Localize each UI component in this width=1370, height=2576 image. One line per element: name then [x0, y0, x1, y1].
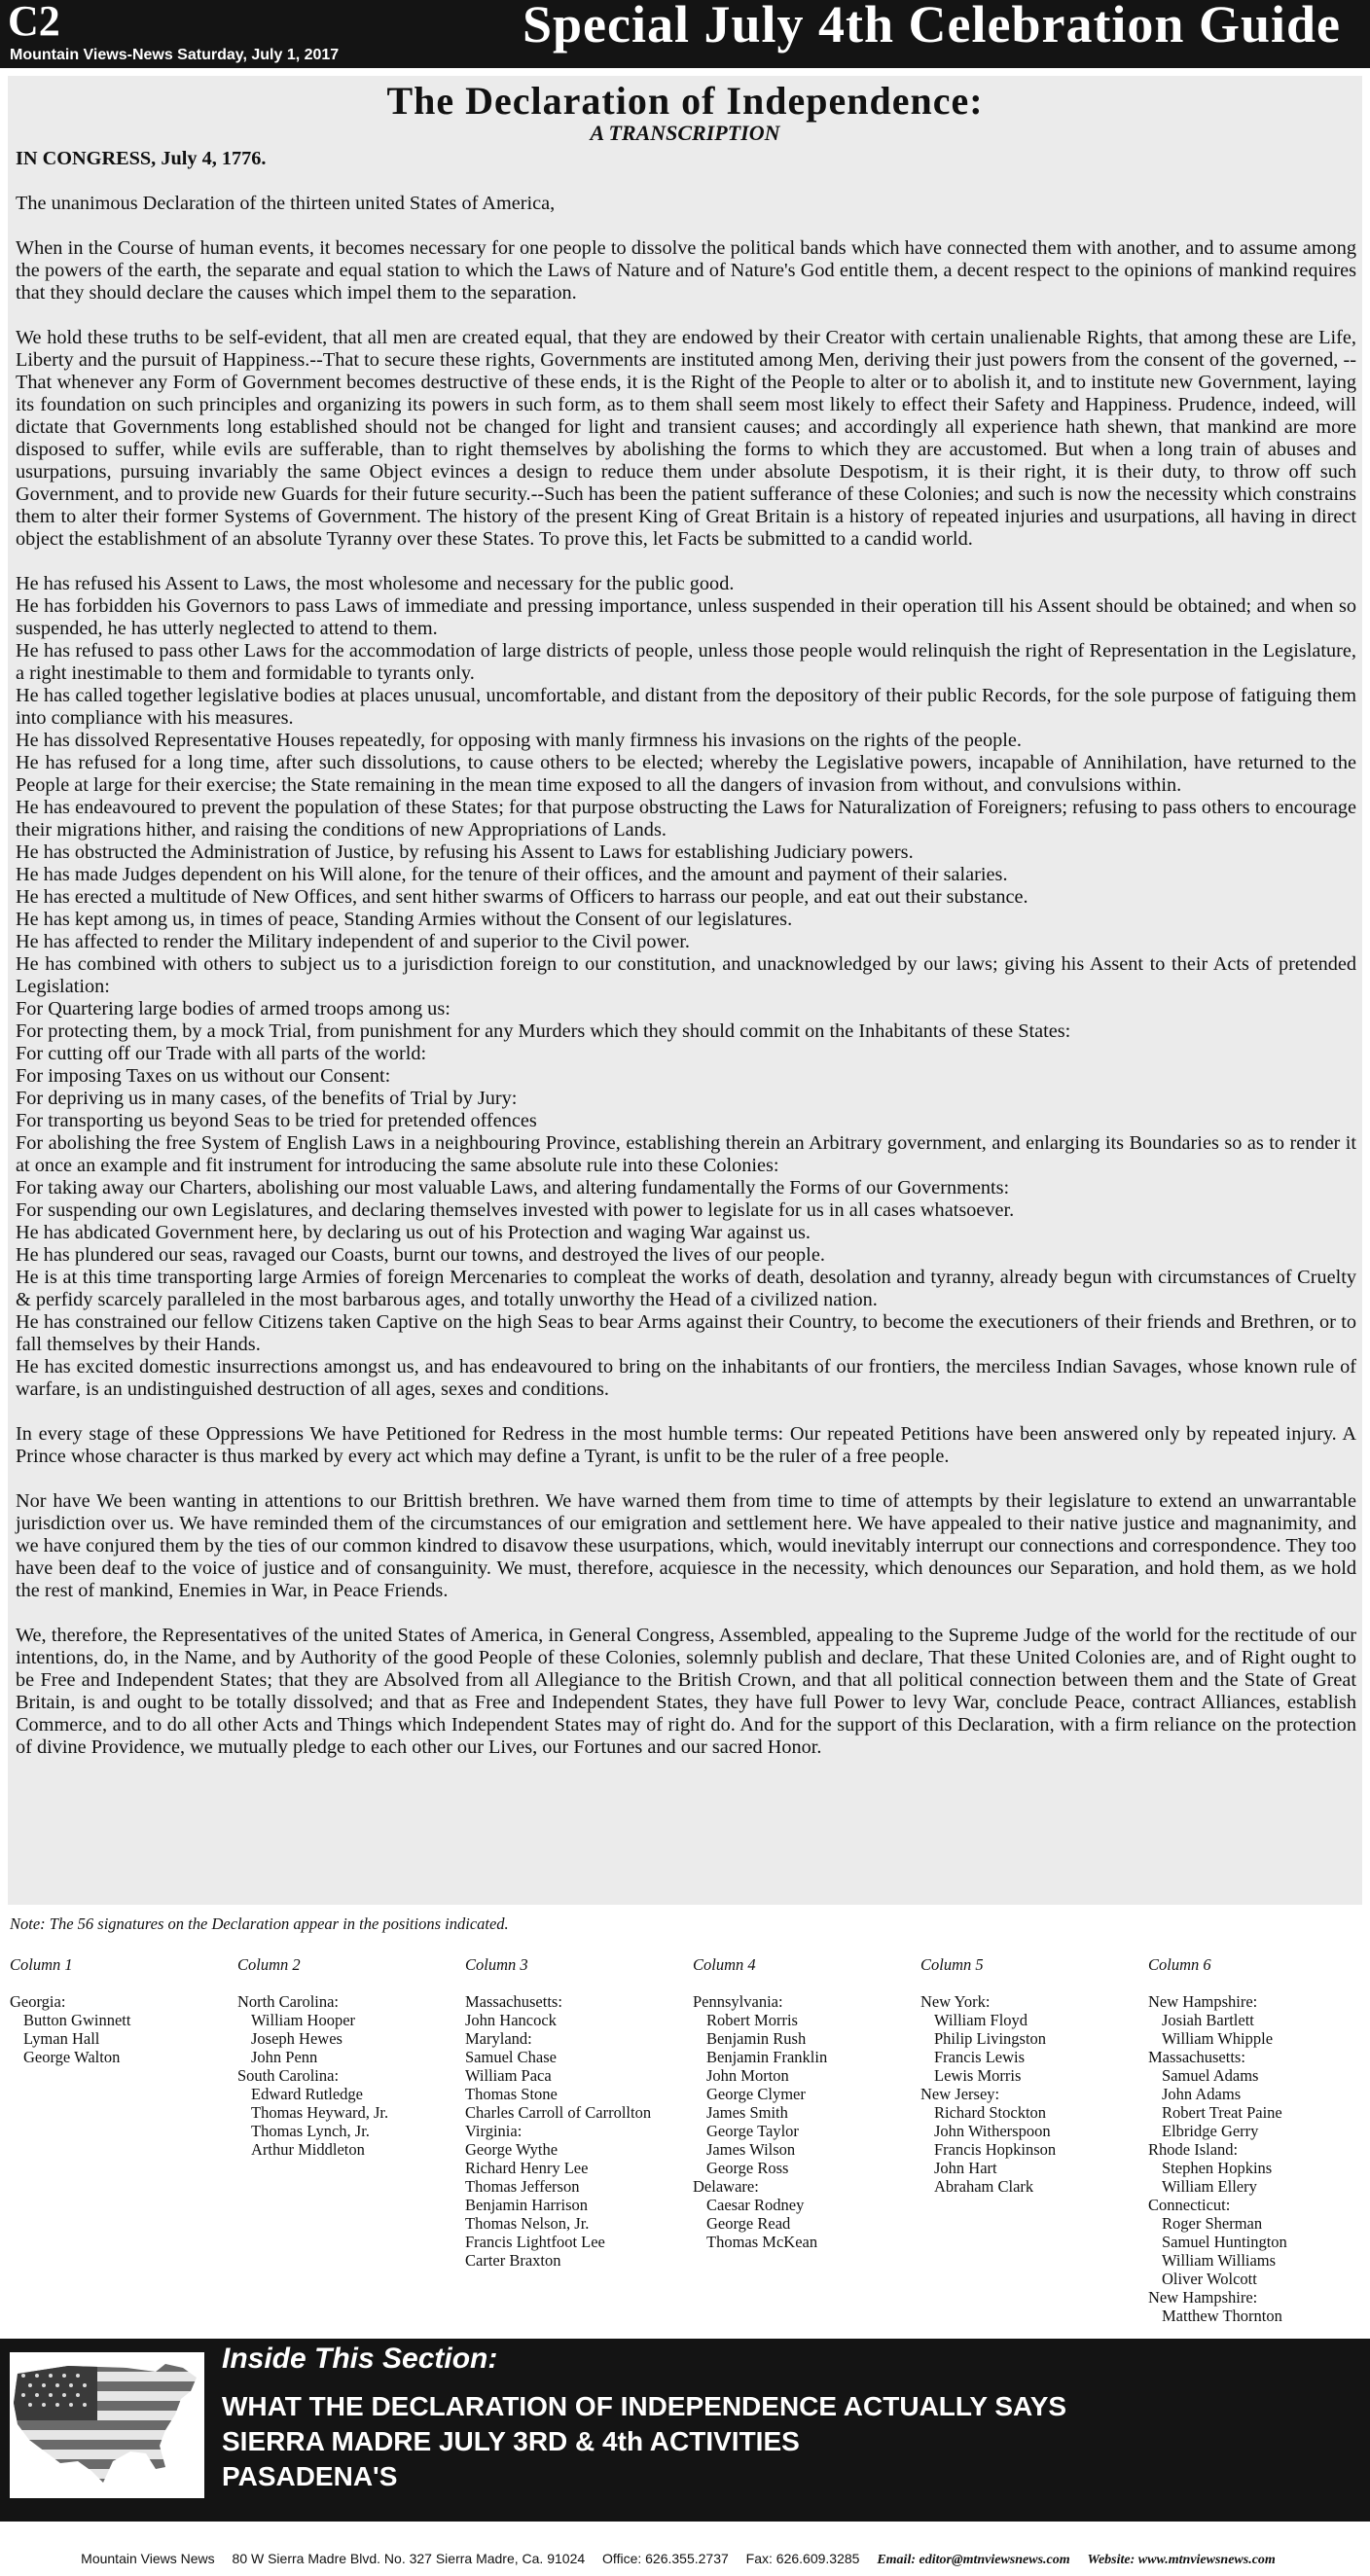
signer-state: Thomas Stone	[465, 2085, 558, 2103]
signer-name: Button Gwinnett	[23, 2011, 131, 2029]
signer-name: Edward Rutledge	[251, 2085, 364, 2103]
signer-name: Caesar Rodney	[706, 2196, 805, 2214]
signer-name: Arthur Middleton	[251, 2140, 365, 2159]
signer-name: Samuel Huntington	[1162, 2233, 1287, 2251]
inside-list	[222, 2389, 1066, 2494]
signer-name: George Clymer	[706, 2085, 806, 2103]
signer-name: Samuel Adams	[1162, 2066, 1259, 2085]
grievance-item: He has excited domestic insurrections amongst us, and has endeavoured to bring on the inhabitants of our frontiers, the merciless Indian Savages, whose known rule of warfare, is an undistinguished destruction of all ages, sexes and conditions.	[16, 1356, 1356, 1400]
signer-name: Lyman Hall	[23, 2029, 100, 2048]
signer-name: Lewis Morris	[934, 2066, 1022, 2085]
signer-state: South Carolina:	[237, 2066, 340, 2085]
grievance-item: He has refused for a long time, after such dissolutions, to cause others to be elected; whereby the Legislative powers, incapable of Annihilation, have returned to the People at large for their exercise; the State remaining in the mean time exposed to all the dangers of invasion from without, and convulsions within.	[16, 752, 1356, 796]
signer-state: Georgia:	[10, 1992, 66, 2011]
signer-state: New Jersey:	[920, 2085, 1000, 2103]
signer-column	[465, 1955, 691, 2270]
truths-paragraph: We hold these truths to be self-evident, that all men are created equal, that they are endowed by their Creator with certain unalienable Rights, that among these are Life, Liberty and the pursuit of Happiness.--That to secure these rights, Governments are instituted among Men, deriving their just powers from the consent of the governed, --That whenever any Form of Government becomes destructive of these ends, it is the Right of the People to alter or to abolish it, and to institute new Government, laying its foundation on such principles and organizing its powers in such form, as to them shall seem most likely to effect their Safety and Happiness. Prudence, indeed, will dictate that Governments long established should not be changed for light and transient causes; and accordingly all experience hath shewn, that mankind are more disposed to suffer, while evils are sufferable, than to right themselves by abolishing the forms to which they are accustomed. But when a long train of abuses and usurpations, pursuing invariably the same Object evinces a design to reduce them under absolute Despotism, it is their right, it is their duty, to throw off such Government, and to provide new Guards for their future security.--Such has been the patient sufferance of these Colonies; and such is now the necessity which constrains them to alter their former Systems of Government. The history of the present King of Great Britain is a history of repeated injuries and usurpations, all having in direct object the establishment of an absolute Tyranny over these States. To prove this, let Facts be submitted to a candid world.	[16, 327, 1356, 550]
grievance-item: For abolishing the free System of English Laws in a neighbouring Province, establishing therein an Arbitrary government, and enlarging its Boundaries so as to render it at once an example and fit instrument for introducing the same absolute rule into these Colonies:	[16, 1132, 1356, 1176]
grievance-item: He has dissolved Representative Houses repeatedly, for opposing with manly firmness his invasions on the rights of the people.	[16, 730, 1022, 751]
grievance-item: For transporting us beyond Seas to be tried for pretended offences	[16, 1110, 537, 1131]
signer-column	[10, 1955, 235, 2066]
grievance-list	[16, 573, 1356, 1401]
signer-name: Abraham Clark	[934, 2177, 1034, 2196]
footer-fax: Fax: 626.609.3285	[745, 2551, 860, 2566]
signer-name: John Penn	[251, 2048, 318, 2066]
signer-name: William Ellery	[1162, 2177, 1257, 2196]
signer-state: Carter Braxton	[465, 2251, 561, 2270]
footer-paper: Mountain Views News	[81, 2551, 215, 2566]
signer-name: Francis Lewis	[934, 2048, 1026, 2066]
grievance-item: He has called together legislative bodies at places unusual, uncomfortable, and distant from the depository of their public Records, for the sole purpose of fatiguing them into compliance with his measures.	[16, 685, 1356, 729]
grievance-item: For cutting off our Trade with all parts of the world:	[16, 1043, 427, 1064]
signers-note: Note: The 56 signatures on the Declaration appear in the positions indicated.	[10, 1914, 509, 1933]
signers-section	[0, 1914, 1370, 2333]
signer-state: John Hancock	[465, 2011, 557, 2029]
signer-name: Thomas Heyward, Jr.	[251, 2103, 389, 2122]
signer-name: George Taylor	[706, 2122, 799, 2140]
grievance-item: He has combined with others to subject us to a jurisdiction foreign to our constitution, and unacknowledged by our laws; giving his Assent to their Acts of pretended Legislation:	[16, 953, 1356, 997]
grievance-item: For suspending our own Legislatures, and declaring themselves invested with power to legislate for us in all cases whatsoever.	[16, 1199, 1015, 1221]
grievance-item: He has plundered our seas, ravaged our Coasts, burnt our towns, and destroyed the lives of our people.	[16, 1244, 825, 1266]
signer-name: Benjamin Rush	[706, 2029, 807, 2048]
signer-name: Josiah Bartlett	[1162, 2011, 1254, 2029]
inside-item: PASADENA'S	[222, 2461, 398, 2491]
signer-column	[920, 1955, 1146, 2196]
signer-column	[237, 1955, 463, 2159]
signer-name: James Smith	[706, 2103, 788, 2122]
grievance-item: For protecting them, by a mock Trial, from punishment for any Murders which they should commit on the Inhabitants of these States:	[16, 1020, 1071, 1042]
signer-name: George Read	[706, 2214, 791, 2233]
signer-name: Benjamin Franklin	[706, 2048, 828, 2066]
signer-name: Robert Morris	[706, 2011, 798, 2029]
signer-name: William Floyd	[934, 2011, 1028, 2029]
signer-name: Richard Stockton	[934, 2103, 1047, 2122]
signer-state: Delaware:	[693, 2177, 759, 2196]
signer-state: William Paca	[465, 2066, 552, 2085]
column-title: Column 6	[1148, 1955, 1211, 1974]
grievance-item: He has abdicated Government here, by declaring us out of his Protection and waging War against us.	[16, 1222, 811, 1243]
signer-state: Massachusetts:	[465, 1992, 562, 2011]
signer-state: North Carolina:	[237, 1992, 340, 2011]
petitions-paragraph: In every stage of these Oppressions We have Petitioned for Redress in the most humble terms: Our repeated Petitions have been answered only by repeated injury. A Prince whose character is thus marked by every act which may define a Tyrant, is unfit to be the ruler of a free people.	[16, 1423, 1356, 1467]
signer-state: Thomas Jefferson	[465, 2177, 580, 2196]
signer-name: Thomas Lynch, Jr.	[251, 2122, 370, 2140]
signer-state: Rhode Island:	[1148, 2140, 1239, 2159]
signer-name: John Morton	[706, 2066, 789, 2085]
footer-line	[0, 2551, 1370, 2568]
signer-state: Pennsylvania:	[693, 1992, 783, 2011]
signer-state: Benjamin Harrison	[465, 2196, 589, 2214]
inside-item: WHAT THE DECLARATION OF INDEPENDENCE ACTUALLY SAYS	[222, 2391, 1067, 2421]
signer-name: Francis Hopkinson	[934, 2140, 1057, 2159]
signer-name: Robert Treat Paine	[1162, 2103, 1282, 2122]
signer-state: Maryland:	[465, 2029, 532, 2048]
grievance-item: For imposing Taxes on us without our Consent:	[16, 1065, 391, 1087]
grievance-item: He has erected a multitude of New Offices, and sent hither swarms of Officers to harrass our people, and eat out their substance.	[16, 886, 1028, 908]
grievance-item: He has obstructed the Administration of Justice, by refusing his Assent to Laws for establishing Judiciary powers.	[16, 841, 914, 863]
signer-name: William Whipple	[1162, 2029, 1274, 2048]
signer-state: Samuel Chase	[465, 2048, 557, 2066]
grievance-item: He has kept among us, in times of peace, Standing Armies without the Consent of our legislatures.	[16, 909, 793, 930]
grievance-item: He has made Judges dependent on his Will alone, for the tenure of their offices, and the amount and payment of their salaries.	[16, 864, 1008, 885]
signer-state: Massachusetts:	[1148, 2048, 1245, 2066]
signer-name: John Witherspoon	[934, 2122, 1051, 2140]
inside-item: SIERRA MADRE JULY 3RD & 4th ACTIVITIES	[222, 2426, 800, 2456]
us-flag-map-icon	[10, 2352, 204, 2498]
grievance-item: For taking away our Charters, abolishing our most valuable Laws, and altering fundamentally the Forms of our Governments:	[16, 1177, 1010, 1199]
footer-address: 80 W Sierra Madre Blvd. No. 327 Sierra Madre, Ca. 91024	[232, 2551, 586, 2566]
grievance-item: He has refused to pass other Laws for the accommodation of large districts of people, unless those people would relinquish the right of Representation in the Legislature, a right inestimable to them and formidable to tyrants only.	[16, 640, 1356, 684]
signer-name: John Adams	[1162, 2085, 1242, 2103]
grievance-item: He is at this time transporting large Armies of foreign Mercenaries to compleat the works of death, desolation and tyranny, already begun with circumstances of Cruelty & perfidy scarcely paralleled in the most barbarous ages, and totally unworthy the Head of a civilized nation.	[16, 1267, 1356, 1310]
signer-state: Richard Henry Lee	[465, 2159, 589, 2177]
signer-state: Francis Lightfoot Lee	[465, 2233, 605, 2251]
footer-office: Office: 626.355.2737	[602, 2551, 729, 2566]
signer-name: John Hart	[934, 2159, 997, 2177]
grievance-item: For Quartering large bodies of armed troops among us:	[16, 998, 451, 1020]
column-title: Column 2	[237, 1955, 301, 1974]
preamble-paragraph: When in the Course of human events, it becomes necessary for one people to dissolve the political bands which have connected them with another, and to assume among the powers of the earth, the separate and equal station to which the Laws of Nature and of Nature's God entitle them, a decent respect to the opinions of mankind requires that they should declare the causes which impel them to the separation.	[16, 237, 1356, 304]
section-title: Special July 4th Celebration Guide	[522, 0, 1341, 54]
inside-section-box	[0, 2339, 1370, 2522]
column-title: Column 4	[693, 1955, 756, 1974]
signer-name: Thomas McKean	[706, 2233, 818, 2251]
footer-email[interactable]: Email: editor@mtnviewsnews.com	[877, 2553, 1070, 2567]
conclusion-paragraph: We, therefore, the Representatives of the united States of America, in General Congress, Assembled, appealing to the Supreme Judge of the world for the rectitude of our intentions, do, in the Name, and by Authority of the good People of these Colonies, solemnly publish and declare, That these United Colonies are, and of Right ought to be Free and Independent States; that they are Absolved from all Allegiance to the British Crown, and that all political connection between them and the State of Great Britain, is and ought to be totally dissolved; and that as Free and Independent States, they have full Power to levy War, conclude Peace, contract Alliances, establish Commerce, and to do all other Acts and Things which Independent States may of right do. And for the support of this Declaration, with a firm reliance on the protection of divine Providence, we mutually pledge to each other our Lives, our Fortunes and our sacred Honor.	[16, 1625, 1356, 1758]
signer-name: William Williams	[1162, 2251, 1277, 2270]
grievance-item: He has affected to render the Military independent of and superior to the Civil power.	[16, 931, 690, 952]
intro-paragraph: The unanimous Declaration of the thirteen united States of America,	[16, 193, 556, 214]
grievance-item: He has refused his Assent to Laws, the most wholesome and necessary for the public good.	[16, 573, 735, 594]
signer-state: Virginia:	[465, 2122, 523, 2140]
signer-state: Charles Carroll of Carrollton	[465, 2103, 652, 2122]
signer-name: Elbridge Gerry	[1162, 2122, 1259, 2140]
signer-state: New Hampshire:	[1148, 2288, 1258, 2307]
signer-column	[1148, 1955, 1370, 2325]
signer-name: Stephen Hopkins	[1162, 2159, 1273, 2177]
column-title: Column 5	[920, 1955, 984, 1974]
footer-website[interactable]: Website: www.mtnviewsnews.com	[1087, 2553, 1276, 2567]
declaration-title: The Declaration of Independence:	[386, 79, 984, 123]
congress-heading: IN CONGRESS, July 4, 1776.	[16, 148, 267, 169]
grievance-item: He has endeavoured to prevent the population of these States; for that purpose obstructing the Laws for Naturalization of Foreigners; refusing to pass others to encourage their migrations hither, and raising the conditions of new Appropriations of Lands.	[16, 797, 1356, 841]
signer-name: Joseph Hewes	[251, 2029, 342, 2048]
grievance-item: He has constrained our fellow Citizens taken Captive on the high Seas to bear Arms against their Country, to become the executioners of their friends and Brethren, or to fall themselves by their Hands.	[16, 1311, 1356, 1355]
issue-line: Mountain Views-News Saturday, July 1, 2017	[10, 47, 340, 63]
grievance-item: He has forbidden his Governors to pass Laws of immediate and pressing importance, unless suspended in their operation till his Assent should be obtained; and when so suspended, he has utterly neglected to attend to them.	[16, 595, 1356, 639]
signer-name: George Walton	[23, 2048, 121, 2066]
signer-name: William Hooper	[251, 2011, 356, 2029]
column-title: Column 3	[465, 1955, 528, 1974]
signer-name: Matthew Thornton	[1162, 2307, 1282, 2325]
signer-state: Connecticut:	[1148, 2196, 1231, 2214]
signer-column	[693, 1955, 919, 2251]
declaration-subtitle: A TRANSCRIPTION	[590, 121, 780, 145]
grievance-item: For depriving us in many cases, of the benefits of Trial by Jury:	[16, 1088, 518, 1109]
column-title: Column 1	[10, 1955, 73, 1974]
signer-state: Thomas Nelson, Jr.	[465, 2214, 590, 2233]
signer-name: Roger Sherman	[1162, 2214, 1263, 2233]
brethren-paragraph: Nor have We been wanting in attentions to our Brittish brethren. We have warned them from time to time of attempts by their legislature to extend an unwarrantable jurisdiction over us. We have reminded them of the circumstances of our emigration and settlement here. We have appealed to their native justice and magnanimity, and we have conjured them by the ties of our common kindred to disavow these usurpations, which, would inevitably interrupt our connections and correspondence. They too have been deaf to the voice of justice and of consanguinity. We must, therefore, acquiesce in the necessity, which denounces our Separation, and hold them, as we hold the rest of mankind, Enemies in War, in Peace Friends.	[16, 1490, 1356, 1601]
signer-state: New York:	[920, 1992, 991, 2011]
signer-name: Philip Livingston	[934, 2029, 1047, 2048]
signer-name: Oliver Wolcott	[1162, 2270, 1257, 2288]
inside-heading: Inside This Section:	[222, 2343, 498, 2375]
signer-state: New Hampshire:	[1148, 1992, 1258, 2011]
page-code: C2	[8, 0, 60, 45]
signer-state: George Wythe	[465, 2140, 559, 2159]
masthead-bar	[0, 0, 1370, 68]
signer-name: George Ross	[706, 2159, 789, 2177]
declaration-panel	[8, 76, 1362, 1905]
declaration-body	[16, 148, 1356, 1781]
signer-name: James Wilson	[706, 2140, 796, 2159]
